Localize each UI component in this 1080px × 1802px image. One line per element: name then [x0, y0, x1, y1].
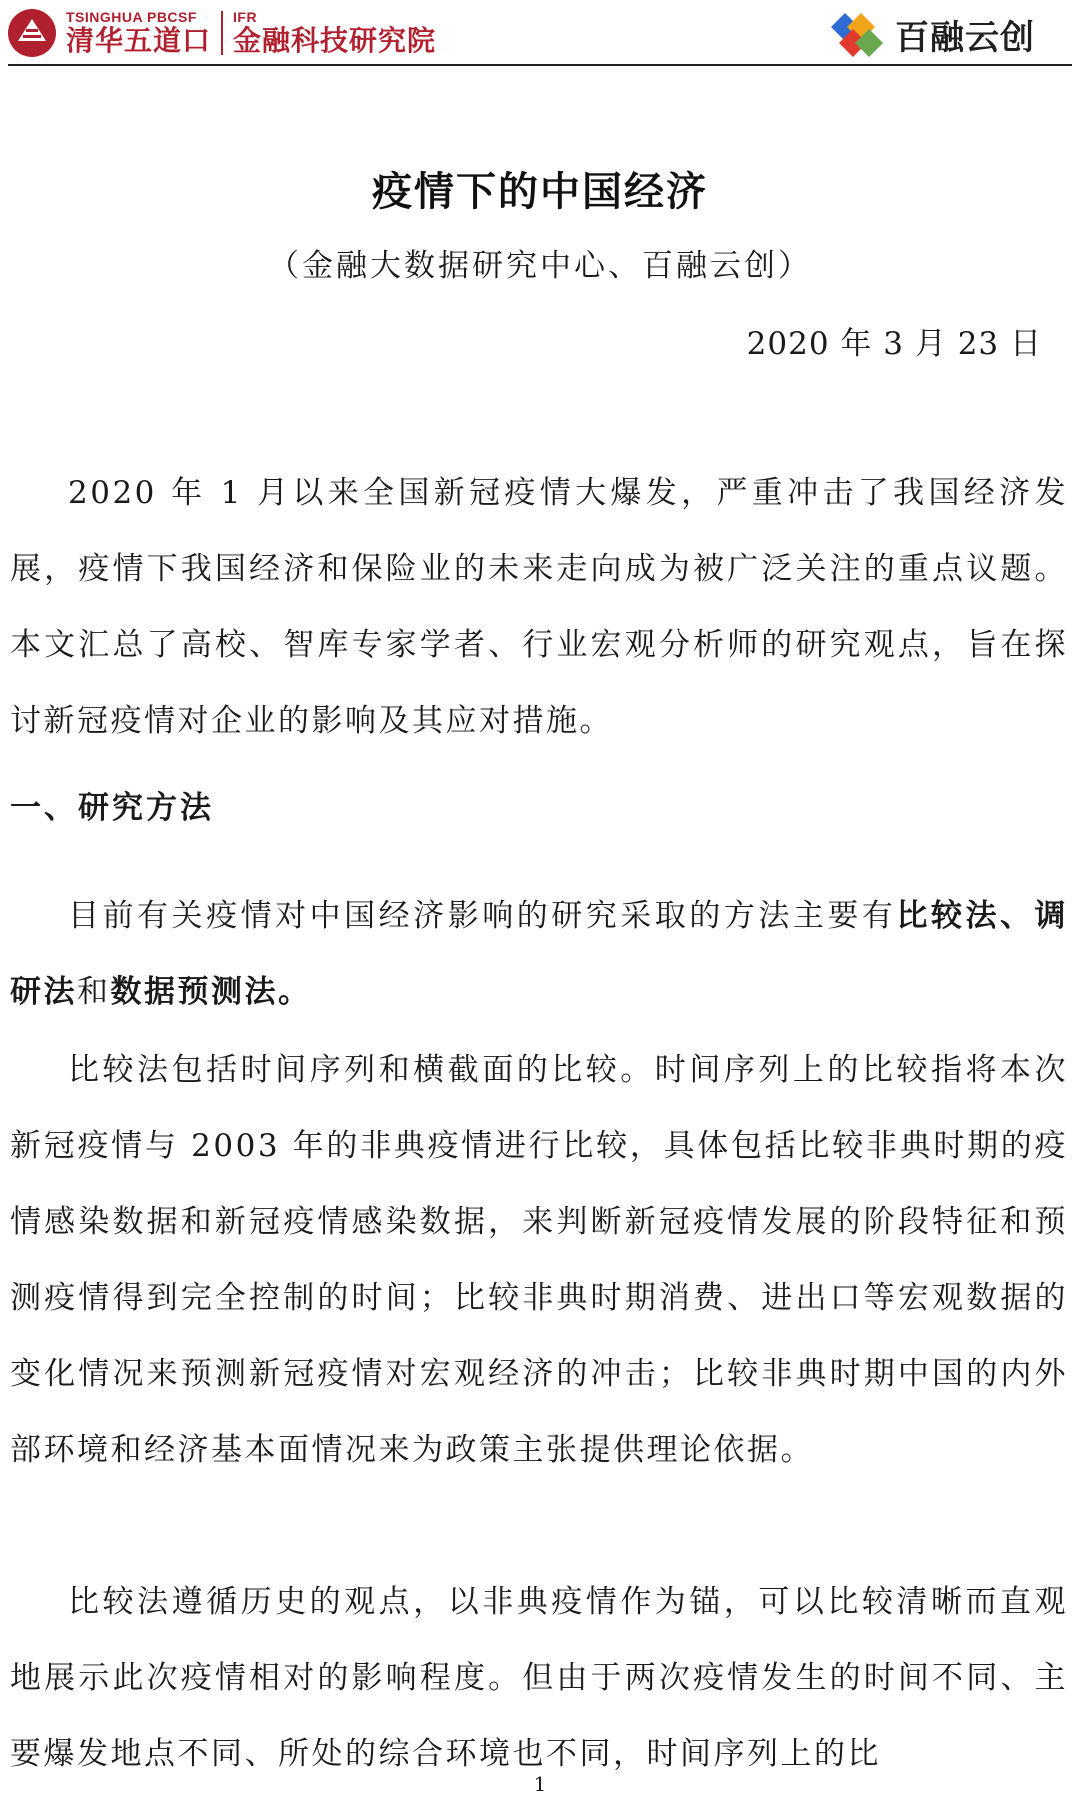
method-compare-survey: 比较法、调研法 [10, 898, 1069, 1010]
methods-paragraph [10, 878, 1068, 1030]
ifr-en-text: IFR [233, 9, 258, 25]
brand-text: 百融云创 [895, 17, 1035, 58]
logo-cn-text: 清华五道口 [66, 24, 212, 57]
header-rule [8, 64, 1072, 66]
intro-paragraph: 2020 年 1 月以来全国新冠疫情大爆发，严重冲击了我国经济发展，疫情下我国经济和保险业的未来走向成为被广泛关注的重点议题。本文汇总了高校、智库专家学者、行业宏观分析师的研究观点，旨在探讨新冠疫情对企业的影响及其应对措施。 [10, 475, 1068, 739]
document-date: 2020 年 3 月 23 日 [746, 326, 1042, 362]
pbcsf-logo [6, 2, 436, 64]
history-paragraph: 比较法遵循历史的观点，以非典疫情作为锚，可以比较清晰而直观地展示此次疫情相对的影响程度。但由于两次疫情发生的时间不同、主要爆发地点不同、所处的综合环境也不同，时间序列上的比 [10, 1584, 1068, 1772]
ifr-cn-text: 金融科技研究院 [233, 24, 437, 57]
compare-paragraph: 比较法包括时间序列和横截面的比较。时间序列上的比较指将本次新冠疫情与 2003 年的非典疫情进行比较，具体包括比较非典时期的疫情感染数据和新冠疫情感染数据，来判断新冠疫情发展的阶段特征和预测疫情得到完全控制的时间；比较非典时期消费、进出口等宏观数据的变化情况来预测新冠疫情对宏观经济的冲击；比较非典时期中国的内外部环境和经济基本面情况来为政策主张提供理论依据。 [10, 1052, 1068, 1468]
section-heading: 一、研究方法 [10, 790, 214, 826]
methods-prefix: 目前有关疫情对中国经济影响的研究采取的方法主要有 [68, 898, 897, 934]
document-header [0, 0, 1080, 66]
document-subtitle: （金融大数据研究中心、百融云创） [268, 248, 812, 284]
method-forecast: 数据预测法。 [110, 974, 312, 1010]
methods-mid: 和 [77, 974, 111, 1010]
page-number: 1 [533, 1772, 547, 1796]
pbcsf-emblem-icon [6, 7, 58, 59]
logo-divider [221, 11, 223, 55]
logo-en-text: TSINGHUA PBCSF [66, 9, 197, 25]
brand-cube-icon [825, 9, 887, 59]
document-title: 疫情下的中国经济 [372, 169, 708, 215]
brand-logo [825, 6, 1035, 62]
